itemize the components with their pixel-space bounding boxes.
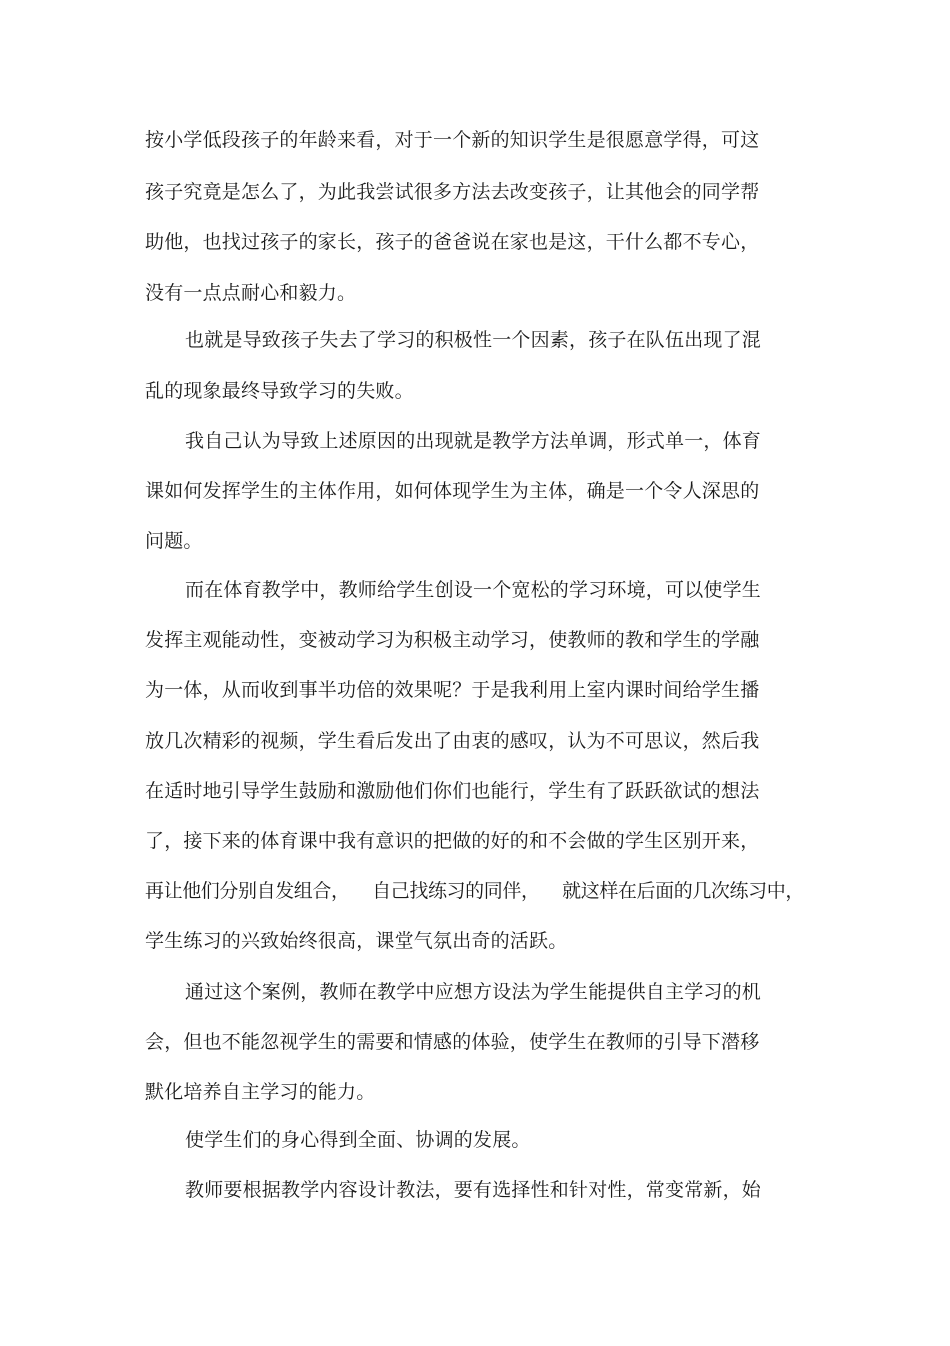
text-line: 为一体，从而收到事半功倍的效果呢？于是我利用上室内课时间给学生播 [145,679,760,701]
paragraph-first-line: 而在体育教学中，教师给学生创设一个宽松的学习环境，可以使学生 [185,579,762,601]
text-line: 学生练习的兴致始终很高，课堂气氛出奇的活跃。 [145,930,568,952]
text-line: 了，接下来的体育课中我有意识的把做的好的和不会做的学生区别开来， [145,830,760,852]
text-line: 课如何发挥学生的主体作用，如何体现学生为主体，确是一个令人深思的 [145,480,760,502]
text-line: 在适时地引导学生鼓励和激励他们你们也能行，学生有了跃跃欲试的想法 [145,780,760,802]
paragraph-first-line: 教师要根据教学内容设计教法，要有选择性和针对性，常变常新，始 [185,1179,762,1201]
paragraph-first-line: 我自己认为导致上述原因的出现就是教学方法单调，形式单一，体育 [185,430,762,452]
text-line: 再让他们分别自发组合， 自己找练习的同伴， 就这样在后面的几次练习中， [145,880,804,902]
text-line: 发挥主观能动性，变被动学习为积极主动学习，使教师的教和学生的学融 [145,629,760,651]
text-line: 助他，也找过孩子的家长，孩子的爸爸说在家也是这，干什么都不专心， [145,231,760,253]
text-line: 会，但也不能忽视学生的需要和情感的体验，使学生在教师的引导下潜移 [145,1031,760,1053]
text-line: 乱的现象最终导致学习的失败。 [145,380,414,402]
text-line: 默化培养自主学习的能力。 [145,1081,376,1103]
text-line: 放几次精彩的视频，学生看后发出了由衷的感叹，认为不可思议，然后我 [145,730,760,752]
paragraph-first-line: 使学生们的身心得到全面、协调的发展。 [185,1129,531,1151]
paragraph-first-line: 也就是导致孩子失去了学习的积极性一个因素，孩子在队伍出现了混 [185,329,762,351]
text-line: 孩子究竟是怎么了，为此我尝试很多方法去改变孩子，让其他会的同学帮 [145,181,760,203]
text-line: 问题。 [145,530,203,552]
text-line: 按小学低段孩子的年龄来看，对于一个新的知识学生是很愿意学得，可这 [145,129,760,151]
paragraph-first-line: 通过这个案例，教师在教学中应想方设法为学生能提供自主学习的机 [185,981,762,1003]
text-line: 没有一点点耐心和毅力。 [145,282,357,304]
